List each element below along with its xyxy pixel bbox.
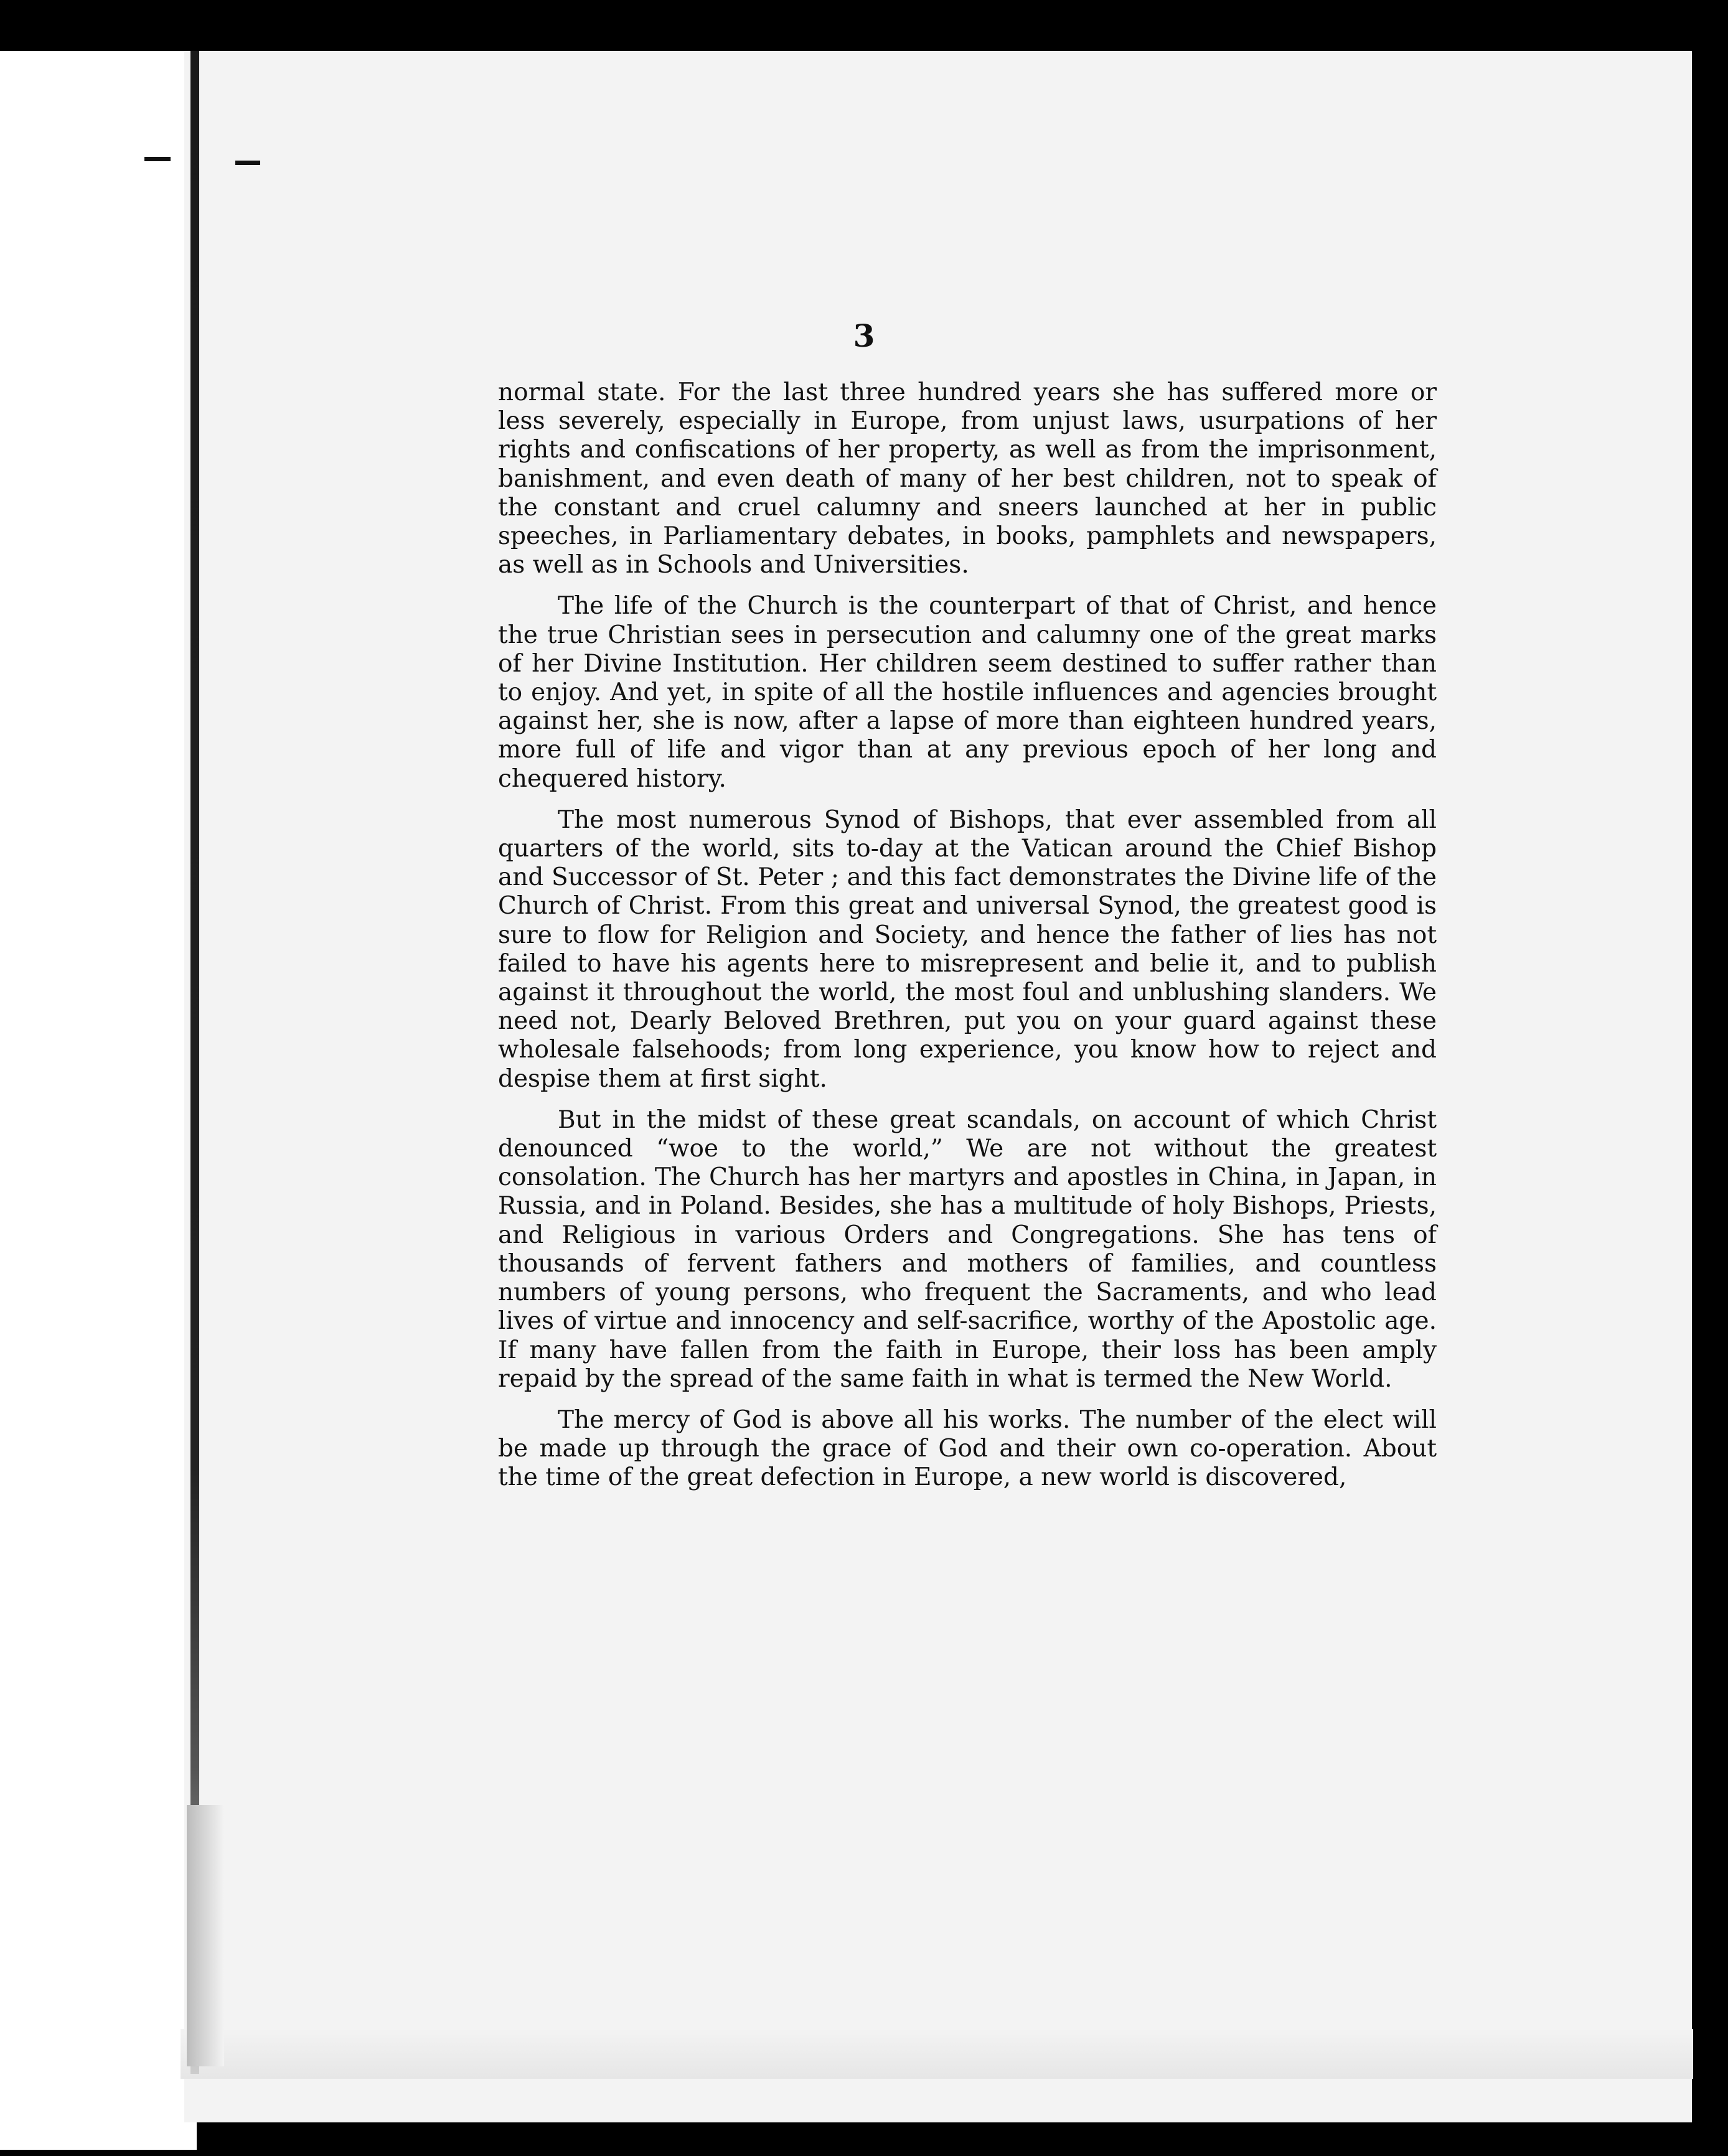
paragraph-2: The life of the Church is the counterpart of that of Christ, and hence the true Christian sees in persecution and calumny one of the great marks of her Divine Institution. Her children seem destined to suffer rather than to enjoy. And yet, in spite of all the hostile influences and agencies brought against her, she is now, after a lapse of more than eighteen hundred years, more full of life and vigor than at any previous epoch of her long and chequered history. [498, 592, 1437, 793]
body-text [498, 378, 1437, 1505]
paragraph-1: normal state. For the last three hundred years she has suffered more or less severely, especially in Europe, from unjust laws, usurpations of her rights and confiscations of her property, as well as from the imprisonment, banishment, and even death of many of her best children, not to speak of the constant and cruel calumny and sneers launched at her in public speeches, in Parliamentary debates, in books, pamphlets and newspapers, as well as in Schools and Universities. [498, 378, 1437, 579]
facing-page-edge [0, 51, 197, 2150]
page-number: 3 [853, 317, 875, 354]
scan-mark-left [144, 157, 171, 161]
paragraph-5: The mercy of God is above all his works. The number of the elect will be made up through the grace of God and their own co-operation. About the time of the great defection in Europe, a new world is discovered, [498, 1405, 1437, 1492]
spine-fade [187, 1805, 224, 2066]
page-bottom-shadow [181, 2029, 1693, 2079]
paragraph-4: But in the midst of these great scandals, on account of which Christ denounced “woe to the world,” We are not without the greatest consolation. The Church has her martyrs and apostles in China, in Japan, in Russia, and in Poland. Besides, she has a multitude of holy Bishops, Priests, and Religious in various Orders and Congregations. She has tens of thousands of fervent fathers and mothers of families, and countless numbers of young persons, who frequent the Sacraments, and who lead lives of virtue and innocency and self-sacrifice, worthy of the Apostolic age. If many have fallen from the faith in Europe, their loss has been amply repaid by the spread of the same faith in what is termed the New World. [498, 1105, 1437, 1393]
book-spine [190, 51, 199, 2074]
paragraph-3: The most numerous Synod of Bishops, that ever assembled from all quarters of the world, sits to-day at the Vatican around the Chief Bishop and Successor of St. Peter ; and this fact demonstrates the Divine life of the Church of Christ. From this great and universal Synod, the greatest good is sure to flow for Religion and Society, and hence the father of lies has not failed to have his agents here to misrepresent and belie it, and to publish against it throughout the world, the most foul and unblushing slanders. We need not, Dearly Beloved Brethren, put you on your guard against these wholesale falsehoods; from long experience, you know how to reject and despise them at first sight. [498, 805, 1437, 1093]
scan-mark-right [235, 161, 260, 165]
